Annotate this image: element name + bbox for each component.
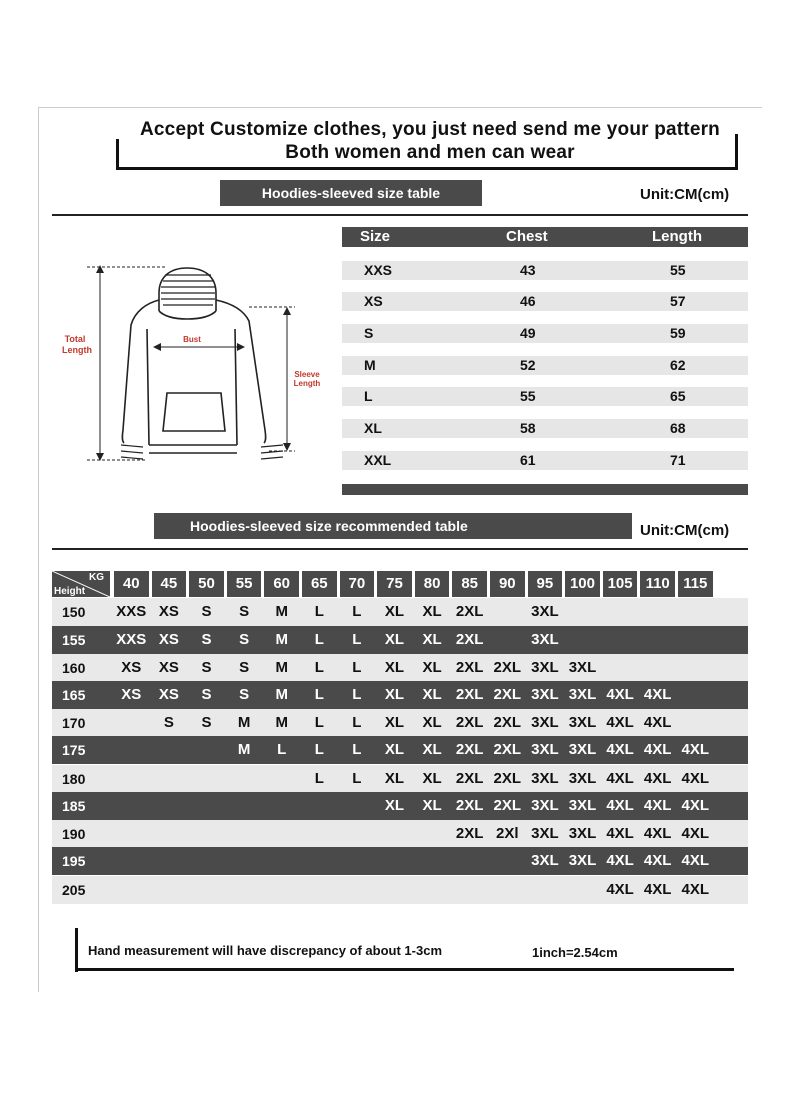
size-recommendation-cell: 4XL (643, 686, 672, 703)
recommend-table-row (52, 681, 748, 709)
size-recommendation-cell: S (201, 659, 212, 676)
height-cell: 150 (62, 604, 86, 620)
size-cell: XXL (364, 452, 392, 468)
size-recommendation-cell: L (314, 770, 324, 787)
size-table-header (342, 227, 748, 247)
recommend-table-row (52, 709, 748, 737)
length-cell: 71 (670, 452, 686, 468)
size-recommendation-cell: L (314, 631, 324, 648)
size-recommendation-cell: 3XL (568, 852, 597, 869)
size-recommendation-cell: 3XL (531, 603, 559, 620)
kg-header-cell: 70 (340, 571, 375, 597)
size-recommendation-cell: 3XL (531, 770, 559, 787)
sleeve-length-label-2: Length (293, 379, 321, 388)
size-recommendation-cell: 2XL (493, 686, 522, 703)
size-table-row (342, 292, 748, 311)
size-table-footer-bar (342, 484, 748, 495)
size-cell: L (364, 388, 373, 404)
length-cell: 59 (670, 325, 686, 341)
chest-cell: 55 (520, 388, 536, 404)
size-recommendation-cell: 2XL (455, 770, 484, 787)
size-table-row (342, 419, 748, 438)
size-recommendation-cell: 3XL (531, 714, 559, 731)
size-recommendation-cell: S (201, 714, 212, 731)
size-recommendation-cell: L (277, 741, 287, 758)
size-recommendation-cell: 3XL (531, 659, 559, 676)
size-recommendation-cell: XL (384, 770, 405, 787)
size-recommendation-cell: 3XL (568, 686, 597, 703)
size-cell: XS (364, 293, 383, 309)
size-recommendation-cell: XL (422, 603, 442, 620)
kg-header-cell: 90 (490, 571, 525, 597)
size-table-row (342, 451, 748, 470)
size-recommendation-cell: XL (422, 741, 442, 758)
recommend-table-row (52, 792, 748, 820)
size-recommendation-cell: XS (158, 631, 179, 648)
height-cell: 155 (62, 632, 86, 648)
kg-header-cell: 45 (152, 571, 187, 597)
size-recommendation-cell: 4XL (643, 852, 672, 869)
size-recommendation-cell: 3XL (531, 852, 559, 869)
note-bracket-left (75, 928, 78, 972)
size-cell: M (364, 357, 376, 373)
size-recommendation-cell: XL (384, 741, 405, 758)
size-table-row (342, 324, 748, 343)
size-recommendation-cell: 4XL (643, 770, 672, 787)
kg-header-cell: 75 (377, 571, 412, 597)
kg-header-cell: 65 (302, 571, 337, 597)
kg-header-cell: 110 (640, 571, 675, 597)
size-recommendation-cell: XL (422, 659, 442, 676)
size-recommendation-cell: S (201, 603, 212, 620)
size-recommendation-cell: 3XL (568, 741, 597, 758)
size-table-row (342, 387, 748, 406)
size-recommendation-cell: 4XL (643, 881, 672, 898)
size-recommendation-cell: M (237, 714, 251, 731)
recommend-table-unit: Unit:CM(cm) (640, 522, 730, 539)
size-recommendation-cell: M (275, 631, 288, 648)
size-recommendation-cell: S (201, 631, 212, 648)
size-recommendation-cell: 4XL (606, 770, 634, 787)
kg-header-cell: 105 (603, 571, 638, 597)
recommend-table-row (52, 765, 748, 793)
size-recommendation-cell: S (239, 659, 250, 676)
height-cell: 185 (62, 798, 86, 814)
size-recommendation-cell: XL (384, 714, 405, 731)
size-recommendation-cell: 3XL (568, 770, 597, 787)
size-recommendation-cell: 4XL (681, 852, 710, 869)
size-recommendation-cell: 2XL (455, 797, 484, 814)
size-recommendation-cell: 2XL (455, 603, 484, 620)
height-cell: 165 (62, 687, 86, 703)
height-cell: 180 (62, 771, 86, 787)
size-recommendation-cell: 2XL (455, 631, 484, 648)
size-recommendation-cell: 3XL (568, 825, 597, 842)
recommend-table-rule (52, 548, 748, 550)
height-cell: 205 (62, 882, 86, 898)
size-recommendation-cell: S (239, 686, 250, 703)
recommend-table-row (52, 876, 748, 904)
recommend-table-title: Hoodies-sleeved size recommended table (154, 513, 632, 539)
size-recommendation-cell: 2XL (493, 714, 522, 731)
size-recommendation-cell: 4XL (606, 741, 634, 758)
headline-bracket-right (735, 134, 738, 169)
size-recommendation-cell: 3XL (568, 797, 597, 814)
sleeve-length-label-1: Sleeve (294, 370, 320, 379)
size-recommendation-cell: XXS (116, 631, 147, 648)
size-cell: XXS (364, 262, 393, 278)
size-recommendation-cell: 4XL (606, 881, 634, 898)
kg-header-cell: 80 (415, 571, 450, 597)
size-recommendation-cell: 4XL (606, 686, 634, 703)
note-bracket-bottom (75, 968, 734, 971)
headline-bracket-bottom (116, 167, 738, 170)
size-recommendation-cell: 4XL (681, 797, 710, 814)
size-recommendation-cell: XS (158, 686, 179, 703)
kg-header-cell: 40 (114, 571, 149, 597)
size-recommendation-cell: M (275, 714, 288, 731)
length-cell: 57 (670, 293, 686, 309)
size-recommendation-cell: 4XL (681, 881, 710, 898)
length-col-header: Length (652, 228, 702, 245)
headline-line1: Accept Customize clothes, you just need send me your pattern (139, 119, 720, 140)
size-recommendation-cell: 4XL (681, 741, 710, 758)
chest-cell: 46 (520, 293, 536, 309)
length-cell: 62 (670, 357, 686, 373)
measurement-note: Hand measurement will have discrepancy of about 1-3cm (88, 943, 443, 958)
inch-conversion: 1inch=2.54cm (532, 945, 618, 960)
table-corner-cell (52, 571, 110, 597)
kg-header-cell: 60 (264, 571, 299, 597)
size-recommendation-cell: XS (158, 659, 179, 676)
size-recommendation-cell: L (314, 659, 324, 676)
size-recommendation-cell: 2XL (493, 797, 522, 814)
size-recommendation-cell: 2XL (455, 659, 484, 676)
size-recommendation-cell: XS (121, 686, 142, 703)
size-cell: XL (364, 420, 382, 436)
size-recommendation-cell: XL (422, 797, 442, 814)
corner-height-label: Height (54, 586, 86, 597)
hoodie-diagram (55, 255, 335, 470)
size-recommendation-cell: XL (422, 686, 442, 703)
kg-header-cell: 55 (227, 571, 262, 597)
size-recommendation-cell: M (275, 603, 288, 620)
size-recommendation-cell: XL (422, 631, 442, 648)
kg-header-cell: 95 (528, 571, 563, 597)
size-recommendation-cell: 3XL (531, 686, 559, 703)
size-table-title: Hoodies-sleeved size table (220, 180, 482, 206)
recommend-table-row (52, 598, 748, 626)
height-cell: 170 (62, 715, 86, 731)
size-recommendation-cell: L (352, 770, 362, 787)
size-recommendation-cell: L (314, 686, 324, 703)
size-recommendation-cell: XL (384, 603, 405, 620)
chest-col-header: Chest (506, 228, 548, 245)
size-recommendation-cell: 3XL (531, 631, 559, 648)
size-recommendation-cell: L (352, 659, 362, 676)
total-length-label-2: Length (62, 345, 92, 355)
size-recommendation-cell: XL (422, 770, 442, 787)
size-recommendation-cell: 2XL (455, 741, 484, 758)
chest-cell: 49 (520, 325, 536, 341)
size-recommendation-cell: XL (422, 714, 442, 731)
kg-header-cell: 100 (565, 571, 600, 597)
kg-header-cell: 85 (452, 571, 487, 597)
size-recommendation-cell: 2XL (493, 770, 522, 787)
size-recommendation-cell: L (352, 686, 362, 703)
size-recommendation-cell: XL (384, 686, 405, 703)
size-recommendation-cell: 3XL (531, 797, 559, 814)
size-recommendation-cell: XL (384, 797, 405, 814)
size-table-row (342, 261, 748, 280)
size-cell: S (364, 325, 374, 341)
size-recommendation-cell: XL (384, 631, 405, 648)
size-recommendation-cell: L (314, 603, 324, 620)
size-recommendation-cell: M (237, 741, 251, 758)
size-recommendation-cell: 2XL (493, 741, 522, 758)
recommend-table-row (52, 820, 748, 848)
recommend-table-row (52, 736, 748, 764)
size-recommendation-cell: S (163, 714, 174, 731)
size-recommendation-cell: L (314, 741, 324, 758)
size-recommendation-cell: XXS (116, 603, 147, 620)
size-recommendation-cell: 4XL (606, 714, 634, 731)
length-cell: 55 (670, 262, 686, 278)
chest-cell: 61 (520, 452, 536, 468)
recommend-table-row (52, 847, 748, 875)
size-recommendation-cell: 3XL (531, 741, 559, 758)
size-recommendation-cell: 4XL (643, 797, 672, 814)
size-recommendation-cell: 4XL (606, 852, 634, 869)
frame-left-line (38, 107, 39, 992)
bust-label: Bust (183, 335, 201, 344)
size-recommendation-cell: 2XL (455, 825, 484, 842)
size-recommendation-cell: 4XL (643, 825, 672, 842)
size-table-row (342, 356, 748, 375)
size-recommendation-cell: XL (384, 659, 405, 676)
height-cell: 160 (62, 660, 86, 676)
size-recommendation-cell: L (352, 714, 362, 731)
size-recommendation-cell: 2XL (493, 659, 522, 676)
size-col-header: Size (360, 228, 391, 245)
size-recommendation-cell: XS (121, 659, 142, 676)
height-cell: 175 (62, 742, 86, 758)
size-recommendation-cell: L (352, 603, 362, 620)
size-recommendation-cell: L (352, 741, 362, 758)
size-recommendation-cell: 4XL (643, 741, 672, 758)
frame-top-line (38, 107, 762, 108)
size-recommendation-cell: 2XL (455, 714, 484, 731)
kg-header-cell: 115 (678, 571, 713, 597)
size-recommendation-cell: 2Xl (496, 825, 519, 842)
chest-cell: 58 (520, 420, 536, 436)
size-table-rule (52, 214, 748, 216)
size-recommendation-cell: 3XL (568, 659, 597, 676)
kg-header-cell: 50 (189, 571, 224, 597)
size-recommendation-cell: XS (158, 603, 179, 620)
chest-cell: 52 (520, 357, 536, 373)
headline (120, 118, 740, 164)
size-recommendation-cell: S (239, 631, 250, 648)
size-recommendation-cell: 4XL (606, 825, 634, 842)
total-length-label-1: Total (64, 334, 86, 344)
corner-kg-label: KG (89, 572, 104, 583)
length-cell: 68 (670, 420, 686, 436)
chest-cell: 43 (520, 262, 536, 278)
size-recommendation-cell: S (239, 603, 250, 620)
size-recommendation-cell: S (201, 686, 212, 703)
size-recommendation-cell: L (352, 631, 362, 648)
size-recommendation-cell: 3XL (568, 714, 597, 731)
size-recommendation-cell: 3XL (531, 825, 559, 842)
recommend-table-row (52, 626, 748, 654)
size-recommendation-cell: 4XL (681, 770, 710, 787)
size-recommendation-cell: 4XL (643, 714, 672, 731)
headline-bracket-left (116, 139, 119, 169)
height-cell: 190 (62, 826, 86, 842)
size-recommendation-cell: L (314, 714, 324, 731)
height-cell: 195 (62, 853, 86, 869)
size-recommendation-cell: 4XL (681, 825, 710, 842)
size-recommendation-cell: 4XL (606, 797, 634, 814)
size-recommendation-cell: 2XL (455, 686, 484, 703)
recommend-table-row (52, 654, 748, 682)
size-recommendation-cell: M (275, 686, 288, 703)
size-recommendation-cell: M (275, 659, 288, 676)
size-table-unit: Unit:CM(cm) (640, 186, 730, 203)
length-cell: 65 (670, 388, 686, 404)
headline-line2: Both women and men can wear (285, 142, 575, 163)
